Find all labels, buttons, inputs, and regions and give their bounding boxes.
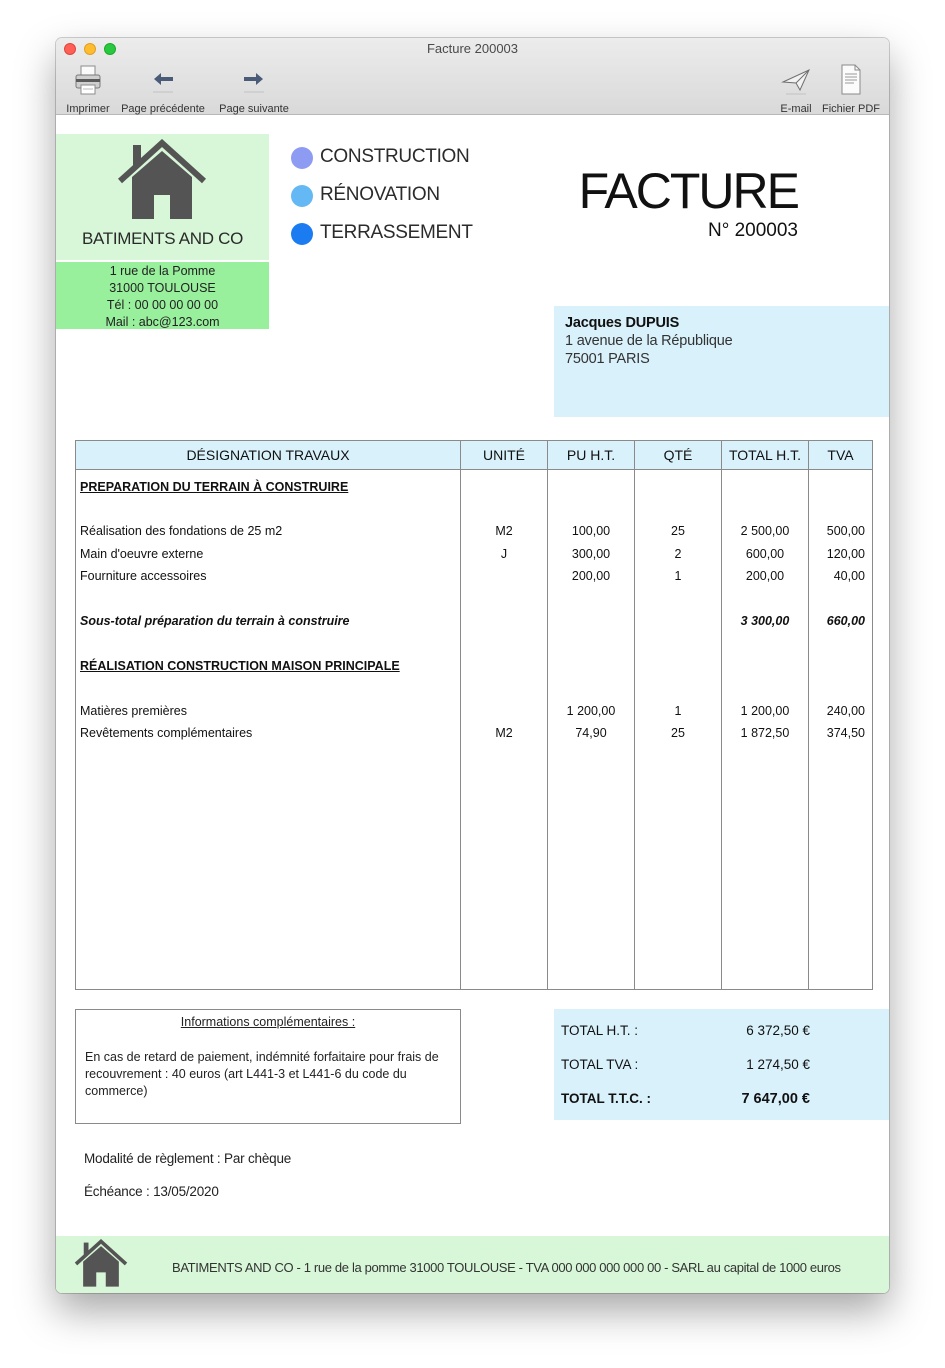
total-tva-row [554, 1057, 889, 1077]
cell-unit-price: 300,00 [571, 547, 611, 561]
column-header-quantity: QTÉ [663, 447, 693, 463]
company-name: BATIMENTS AND CO [81, 229, 244, 248]
cell-total-ht: 2 500,00 [740, 524, 790, 538]
cell-designation: Réalisation des fondations de 25 m2 [80, 524, 283, 538]
total-ttc-value: 7 647,00 € [741, 1091, 810, 1107]
invoice-document [56, 116, 889, 1293]
column-header-total-ht: TOTAL H.T. [728, 447, 802, 463]
house-icon [118, 139, 206, 223]
company-logo-block [56, 134, 269, 260]
client-name: Jacques DUPUIS [565, 315, 680, 331]
subtotal-tva: 660,00 [826, 614, 865, 628]
cell-quantity: 1 [674, 704, 682, 718]
printer-icon [73, 62, 103, 100]
total-tva-value: 1 274,50 € [746, 1057, 810, 1072]
payment-method: Modalité de règlement : Par chèque [84, 1151, 292, 1166]
service-label: RÉNOVATION [320, 184, 440, 205]
column-header-unit: UNITÉ [483, 447, 525, 463]
total-ht-value: 6 372,50 € [746, 1023, 810, 1038]
arrow-right-icon [239, 62, 269, 100]
previous-page-label: Page précédente [121, 103, 205, 115]
total-ttc-label: TOTAL T.T.C. : [561, 1091, 651, 1106]
email-label: E-mail [780, 103, 812, 115]
column-header-designation: DÉSIGNATION TRAVAUX [186, 447, 350, 463]
cell-designation: Main d'oeuvre externe [80, 547, 204, 561]
service-bullet-icon [291, 223, 313, 245]
due-date: Échéance : 13/05/2020 [84, 1184, 219, 1199]
window-title: Facture 200003 [426, 41, 519, 56]
column-header-unit-price: PU H.T. [566, 447, 616, 463]
total-ht-label: TOTAL H.T. : [561, 1023, 639, 1038]
title-bar [56, 38, 889, 115]
company-address [56, 262, 269, 329]
cell-designation: Revêtements complémentaires [80, 726, 253, 740]
company-address-line1: 1 rue de la Pomme [109, 264, 216, 278]
subtotal-total-ht: 3 300,00 [740, 614, 790, 628]
additional-info-box [75, 1009, 461, 1124]
previous-page-button[interactable] [118, 62, 208, 115]
subtotal-label: Sous-total préparation du terrain à construire [80, 614, 350, 628]
cell-tva: 500,00 [826, 524, 865, 538]
cell-total-ht: 600,00 [745, 547, 785, 561]
cell-total-ht: 1 872,50 [740, 726, 790, 740]
print-button[interactable] [63, 62, 113, 115]
cell-designation: Matières premières [80, 704, 187, 718]
service-bullet-icon [291, 185, 313, 207]
company-address-line2: 31000 TOULOUSE [109, 281, 216, 295]
cell-tva: 120,00 [826, 547, 865, 561]
next-page-button[interactable] [214, 62, 294, 115]
cell-unit-price: 74,90 [575, 726, 607, 740]
paper-plane-icon [780, 62, 812, 100]
additional-info-text: En cas de retard de paiement, indémnité forfaitaire pour frais de recouvrement : 40 euros (art L441-3 et L441-6 du code du commerce) [85, 1050, 439, 1098]
cell-unit: J [500, 547, 508, 561]
client-address-line1: 1 avenue de la République [565, 333, 733, 349]
cell-unit-price: 1 200,00 [566, 704, 616, 718]
cell-quantity: 25 [671, 524, 685, 538]
cell-unit: M2 [495, 726, 513, 740]
cell-tva: 40,00 [833, 569, 865, 583]
service-label: TERRASSEMENT [320, 222, 473, 243]
print-label: Imprimer [66, 103, 110, 115]
table-header [76, 441, 872, 470]
totals-block [554, 1009, 889, 1120]
total-ht-row [554, 1023, 889, 1043]
next-page-label: Page suivante [219, 103, 289, 115]
cell-tva: 374,50 [826, 726, 865, 740]
pdf-file-icon [837, 62, 865, 100]
service-label: CONSTRUCTION [320, 146, 470, 167]
client-address-line2: 75001 PARIS [565, 351, 650, 367]
cell-quantity: 1 [674, 569, 682, 583]
cell-designation: Fourniture accessoires [80, 569, 207, 583]
invoice-title: FACTURE [578, 163, 798, 219]
invoice-window [56, 38, 889, 1293]
pdf-label: Fichier PDF [821, 103, 881, 115]
company-phone: Tél : 00 00 00 00 00 [106, 298, 219, 312]
section-title: RÉALISATION CONSTRUCTION MAISON PRINCIPALE [80, 659, 400, 673]
cell-total-ht: 200,00 [745, 569, 785, 583]
cell-unit-price: 100,00 [571, 524, 611, 538]
invoice-number: N° 200003 [708, 220, 798, 241]
cell-unit: M2 [495, 524, 513, 538]
cell-tva: 240,00 [826, 704, 865, 718]
pdf-button[interactable] [819, 62, 883, 115]
section-title: PREPARATION DU TERRAIN À CONSTRUIRE [80, 480, 349, 494]
total-ttc-row [554, 1091, 889, 1111]
cell-quantity: 25 [671, 726, 685, 740]
cell-total-ht: 1 200,00 [740, 704, 790, 718]
arrow-left-icon [148, 62, 178, 100]
column-header-tva: TVA [827, 447, 854, 463]
items-table [75, 440, 873, 990]
footer-text: BATIMENTS AND CO - 1 rue de la pomme 31000 TOULOUSE - TVA 000 000 000 000 00 - SARL au capital de 1000 euros [172, 1260, 841, 1275]
service-bullet-icon [291, 147, 313, 169]
house-icon [74, 1239, 128, 1289]
client-block [554, 306, 889, 417]
cell-unit-price: 200,00 [571, 569, 611, 583]
total-tva-label: TOTAL TVA : [561, 1057, 639, 1072]
email-button[interactable] [776, 62, 816, 115]
cell-quantity: 2 [674, 547, 682, 561]
additional-info-title: Informations complémentaires : [180, 1015, 356, 1029]
company-mail: Mail : abc@123.com [105, 315, 220, 329]
footer [56, 1236, 889, 1293]
